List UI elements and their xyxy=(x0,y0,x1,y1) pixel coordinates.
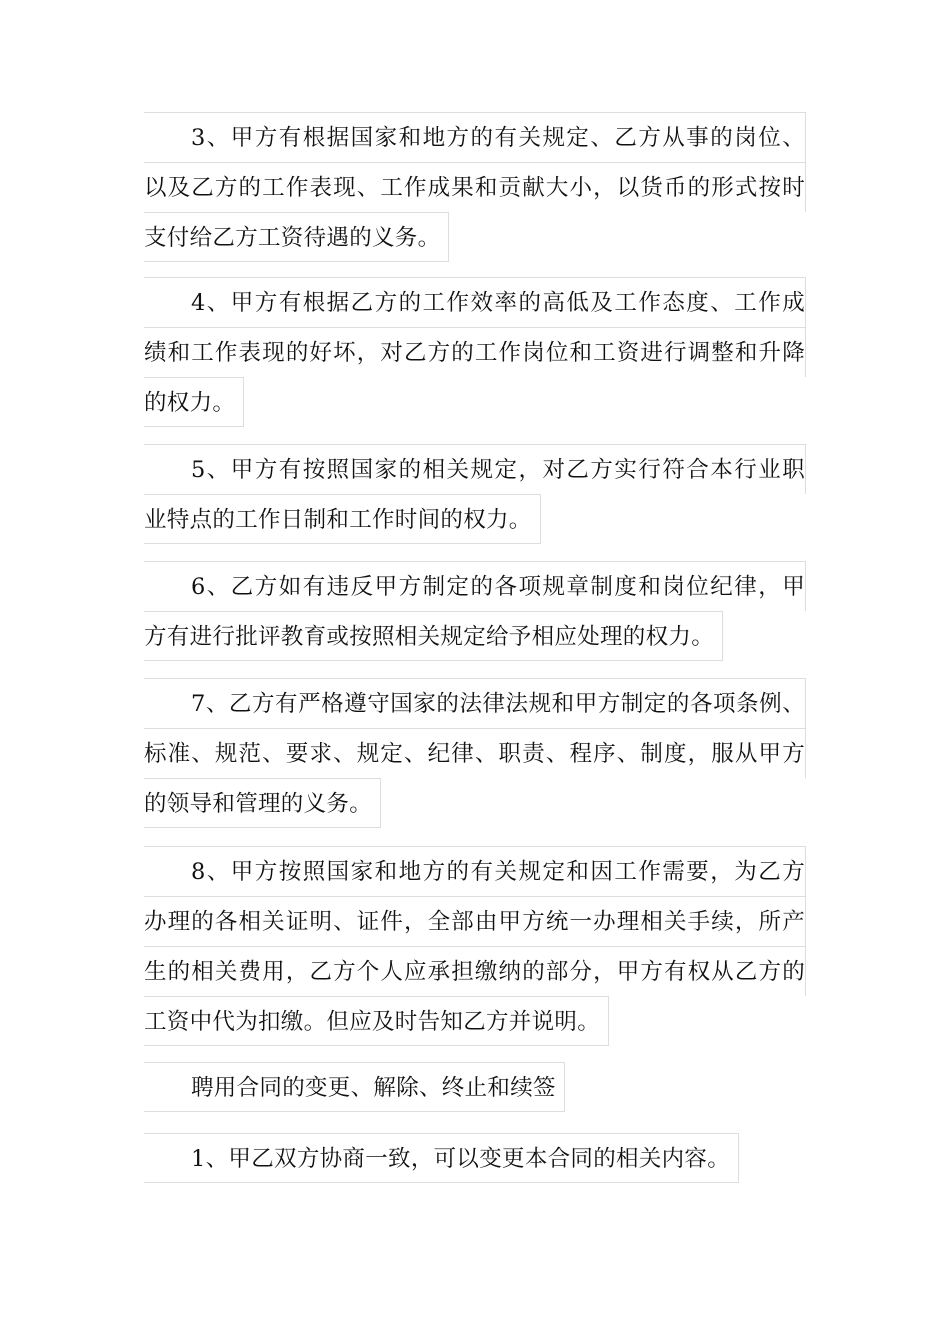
paragraph-line: 支付给乙方工资待遇的义务。 xyxy=(144,212,449,262)
paragraph-line: 绩和工作表现的好坏，对乙方的工作岗位和工资进行调整和升降 xyxy=(144,327,806,377)
paragraph-line: 4、甲方有根据乙方的工作效率的高低及工作态度、工作成 xyxy=(144,277,806,327)
clause-1 xyxy=(144,1133,806,1183)
paragraph-line: 以及乙方的工作表现、工作成果和贡献大小，以货币的形式按时 xyxy=(144,162,806,212)
paragraph-line: 方有进行批评教育或按照相关规定给予相应处理的权力。 xyxy=(144,611,723,661)
section-heading-text: 聘用合同的变更、解除、终止和续签 xyxy=(144,1062,565,1112)
paragraph-line: 7、乙方有严格遵守国家的法律法规和甲方制定的各项条例、 xyxy=(144,678,806,728)
paragraph-line: 办理的各相关证明、证件，全部由甲方统一办理相关手续，所产 xyxy=(144,896,806,946)
paragraph-4 xyxy=(144,277,806,427)
paragraph-line: 的领导和管理的义务。 xyxy=(144,778,381,828)
paragraph-5 xyxy=(144,444,806,544)
paragraph-line: 生的相关费用，乙方个人应承担缴纳的部分，甲方有权从乙方的 xyxy=(144,946,806,996)
paragraph-3 xyxy=(144,112,806,262)
paragraph-line: 5、甲方有按照国家的相关规定，对乙方实行符合本行业职 xyxy=(144,444,806,494)
paragraph-8 xyxy=(144,846,806,1046)
section-heading xyxy=(144,1062,806,1112)
paragraph-line: 工资中代为扣缴。但应及时告知乙方并说明。 xyxy=(144,996,609,1046)
paragraph-line: 1、甲乙双方协商一致，可以变更本合同的相关内容。 xyxy=(144,1133,739,1183)
paragraph-line: 3、甲方有根据国家和地方的有关规定、乙方从事的岗位、 xyxy=(144,112,806,162)
paragraph-line: 业特点的工作日制和工作时间的权力。 xyxy=(144,494,541,544)
paragraph-line: 6、乙方如有违反甲方制定的各项规章制度和岗位纪律，甲 xyxy=(144,561,806,611)
paragraph-line: 标准、规范、要求、规定、纪律、职责、程序、制度，服从甲方 xyxy=(144,728,806,778)
paragraph-6 xyxy=(144,561,806,661)
paragraph-line: 8、甲方按照国家和地方的有关规定和因工作需要，为乙方 xyxy=(144,846,806,896)
paragraph-line: 的权力。 xyxy=(144,377,244,427)
paragraph-7 xyxy=(144,678,806,828)
